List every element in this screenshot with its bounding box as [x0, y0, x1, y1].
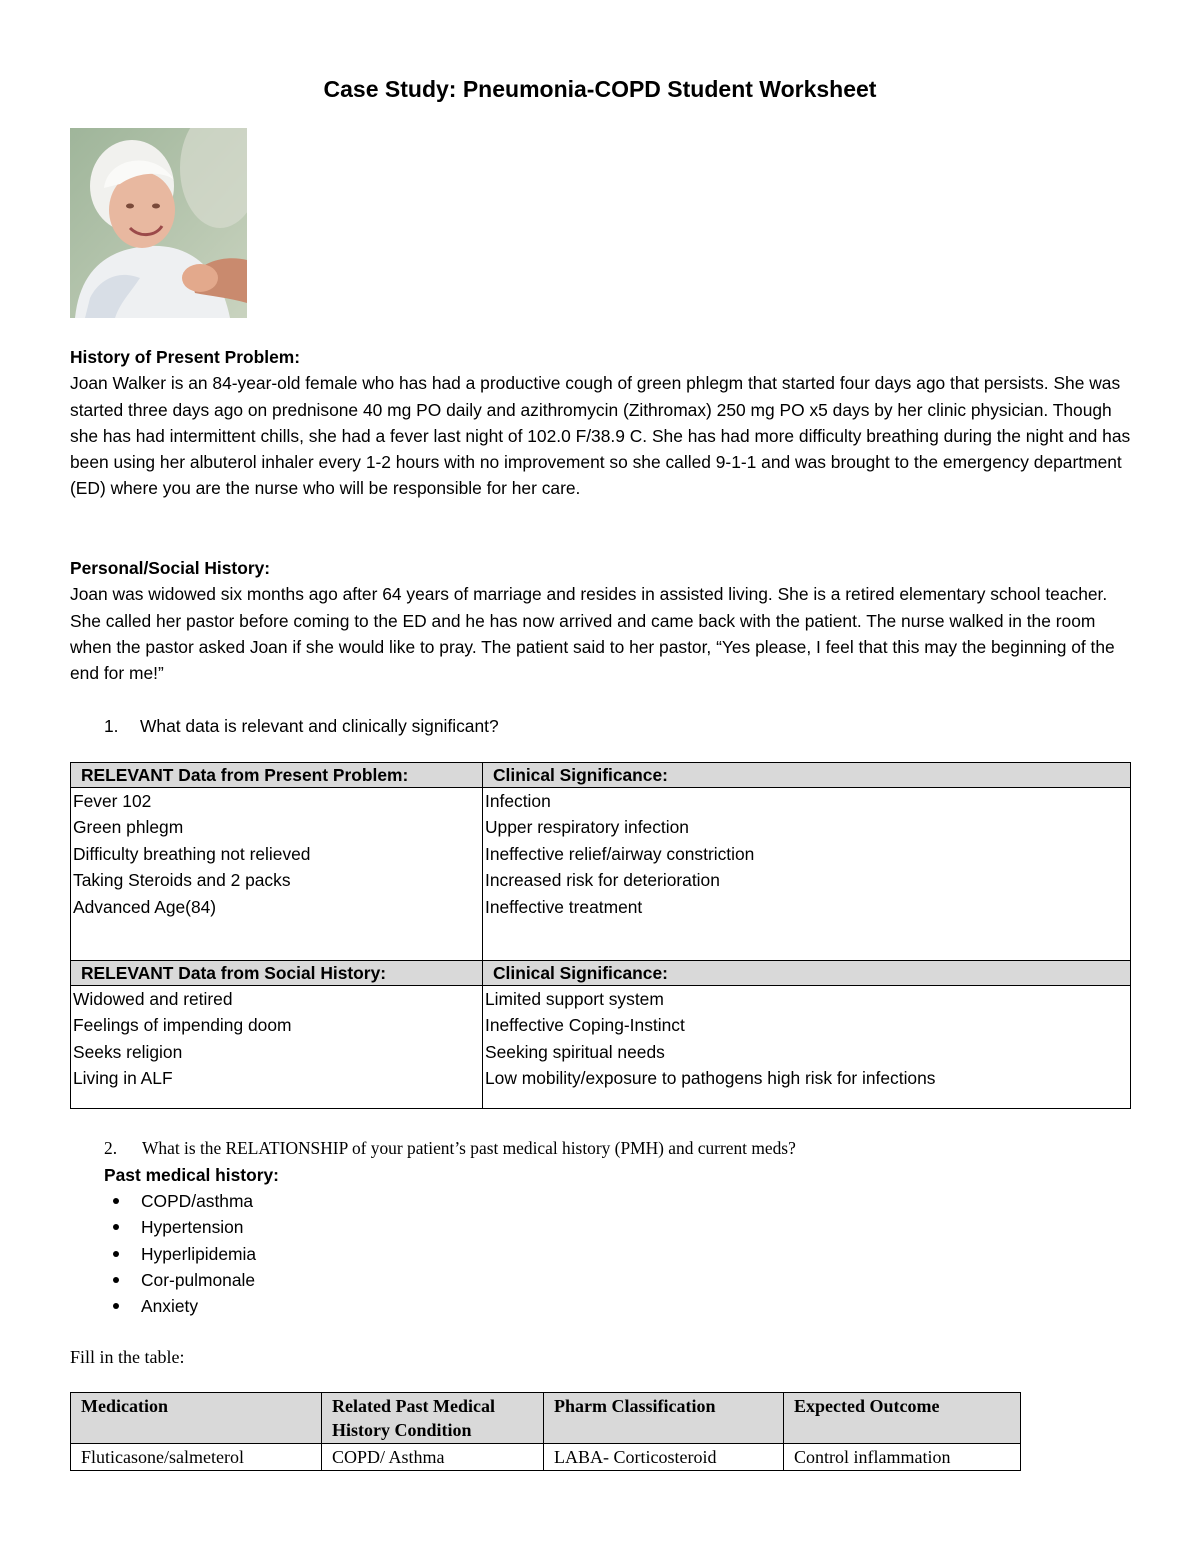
- elderly-woman-photo-icon: [70, 128, 247, 318]
- list-item: Infection: [485, 791, 551, 811]
- table-header-row: [71, 1393, 1021, 1444]
- personal-social-history: [70, 555, 1135, 686]
- list-item: Living in ALF: [73, 1068, 173, 1089]
- bullet-icon: [113, 1198, 119, 1204]
- psh-heading: Personal/Social History:: [70, 558, 271, 578]
- expected-outcome-cell: Control inflammation: [784, 1444, 1021, 1471]
- list-item: Ineffective relief/airway constriction: [485, 843, 755, 864]
- page-title: Case Study: Pneumonia-COPD Student Worksheet: [323, 76, 877, 102]
- bullet-icon: [113, 1251, 119, 1257]
- social-data-header: RELEVANT Data from Social History:: [71, 961, 483, 986]
- list-item: [104, 1214, 796, 1240]
- expected-outcome-header: Expected Outcome: [784, 1393, 1021, 1444]
- social-data-cell: [71, 986, 483, 1109]
- medication-cell: Fluticasone/salmeterol: [71, 1444, 322, 1471]
- pmh-item: Cor-pulmonale: [141, 1269, 256, 1290]
- question-1: [104, 713, 499, 739]
- patient-photo: [70, 128, 247, 318]
- relevant-data-table: [70, 762, 1131, 1109]
- pmh-item: COPD/asthma: [141, 1191, 254, 1211]
- psh-body: Joan was widowed six months ago after 64 years of marriage and resides in assisted living. She is a retired elementary school teacher. She called her pastor before coming to the ED and he has now arrived and came back with the patient. The nurse walked in the room when the pastor asked Joan if she would like to pray. The patient said to her pastor, “Yes please, I feel that this may the beginning of the end for me!”: [70, 584, 1115, 684]
- list-item: [104, 1267, 796, 1293]
- table-row: [71, 788, 1131, 961]
- question-2-line: [104, 1134, 796, 1162]
- pmh-condition-header: Related Past Medical History Condition: [322, 1393, 544, 1444]
- list-item: Low mobility/exposure to pathogens high risk for infections: [485, 1068, 936, 1089]
- list-item: Increased risk for deterioration: [485, 870, 720, 891]
- list-item: Fever 102: [73, 791, 152, 811]
- social-significance-header: Clinical Significance:: [483, 961, 1131, 986]
- bullet-icon: [113, 1277, 119, 1283]
- list-item: Feelings of impending doom: [73, 1015, 292, 1036]
- present-significance-header: Clinical Significance:: [483, 763, 1131, 788]
- pmh-item: Hyperlipidemia: [141, 1243, 257, 1264]
- list-item: Seeking spiritual needs: [485, 1041, 665, 1062]
- hpp-body: Joan Walker is an 84-year-old female who has had a productive cough of green phlegm that started four days ago that persists. She was started three days ago on prednisone 40 mg PO daily and azithromycin (Zithromax) 250 mg PO x5 days by her clinic physician. Though she has had intermittent chills, she had a fever last night of 102.0 F/38.9 C. She has had more difficulty breathing during the night and has been using her albuterol inhaler every 1-2 hours with no improvement so she called 9-1-1 and was brought to the emergency department (ED) where you are the nurse who will be responsible for her care.: [70, 373, 1131, 499]
- list-item: Advanced Age(84): [73, 896, 217, 917]
- table-header-row: [71, 961, 1131, 986]
- present-significance-cell: [483, 788, 1131, 961]
- social-significance-cell: [483, 986, 1131, 1109]
- bullet-icon: [113, 1224, 119, 1230]
- table-header-row: [71, 763, 1131, 788]
- list-item: Limited support system: [485, 989, 664, 1009]
- present-data-header: RELEVANT Data from Present Problem:: [71, 763, 483, 788]
- pmh-heading: Past medical history:: [104, 1165, 279, 1185]
- question-2-number: 2.: [104, 1138, 118, 1158]
- pmh-condition-cell: COPD/ Asthma: [322, 1444, 544, 1471]
- pmh-item: Hypertension: [141, 1217, 244, 1238]
- question-1-text: What data is relevant and clinically significant?: [140, 716, 499, 736]
- list-item: Widowed and retired: [73, 989, 233, 1009]
- list-item: [104, 1241, 796, 1267]
- list-item: Upper respiratory infection: [485, 817, 689, 838]
- history-present-problem: [70, 344, 1135, 502]
- bullet-icon: [113, 1303, 119, 1309]
- list-item: Ineffective Coping-Instinct: [485, 1015, 685, 1036]
- question-1-number: 1.: [104, 716, 119, 736]
- list-item: [104, 1293, 796, 1319]
- question-2: [104, 1134, 796, 1319]
- fill-label: Fill in the table:: [70, 1347, 185, 1367]
- list-item: Ineffective treatment: [485, 896, 643, 917]
- pmh-item: Anxiety: [141, 1296, 199, 1317]
- question-2-text: What is the RELATIONSHIP of your patient’s past medical history (PMH) and current meds?: [142, 1138, 796, 1158]
- list-item: [104, 1188, 796, 1214]
- medication-table: [70, 1392, 1021, 1471]
- list-item: Taking Steroids and 2 packs: [73, 870, 291, 891]
- pharm-class-cell: LABA- Corticosteroid: [544, 1444, 784, 1471]
- list-item: Difficulty breathing not relieved: [73, 843, 311, 864]
- table-row: [71, 1444, 1021, 1471]
- pmh-list: [104, 1188, 796, 1319]
- list-item: Seeks religion: [73, 1041, 183, 1062]
- hpp-heading: History of Present Problem:: [70, 347, 300, 367]
- present-data-cell: [71, 788, 483, 961]
- pharm-class-header: Pharm Classification: [544, 1393, 784, 1444]
- list-item: Green phlegm: [73, 817, 184, 838]
- table-row: [71, 986, 1131, 1109]
- medication-header: Medication: [71, 1393, 322, 1444]
